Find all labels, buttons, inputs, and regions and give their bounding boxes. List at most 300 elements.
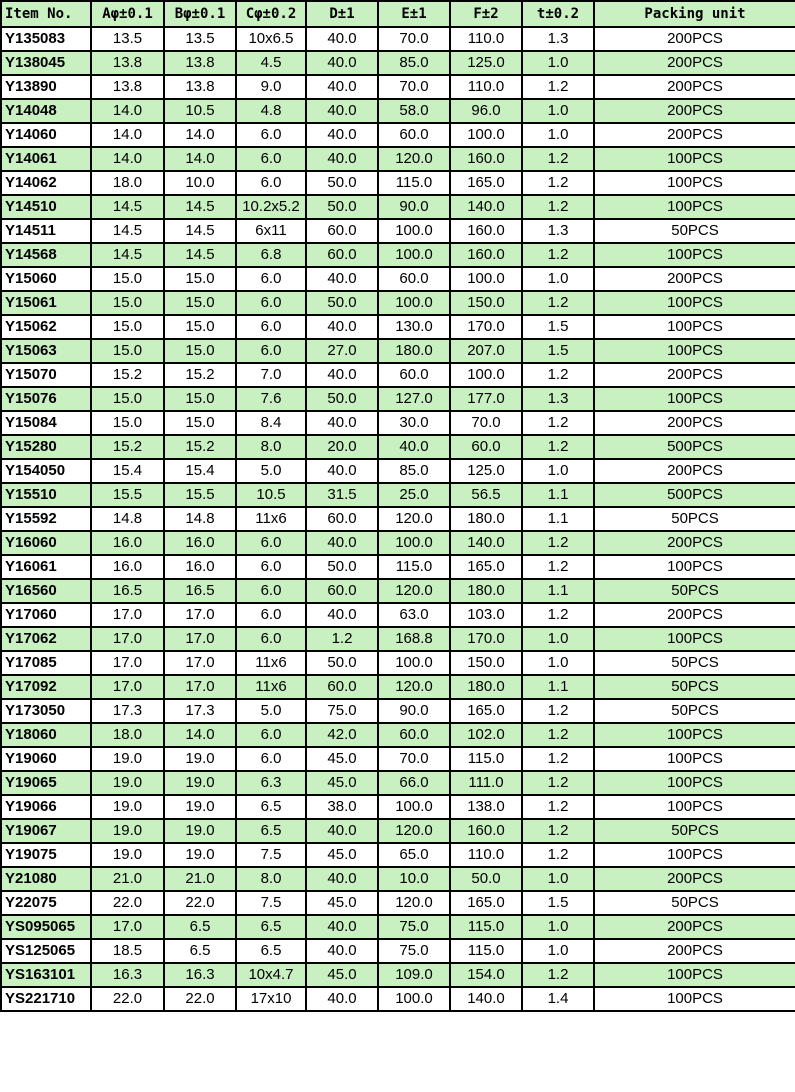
e-cell: 63.0 <box>378 603 450 627</box>
c-cell: 11x6 <box>236 675 306 699</box>
t-cell: 1.2 <box>522 195 594 219</box>
packing-unit-cell: 50PCS <box>594 675 795 699</box>
e-cell: 100.0 <box>378 987 450 1011</box>
e-cell: 109.0 <box>378 963 450 987</box>
f-cell: 125.0 <box>450 459 522 483</box>
d-cell: 60.0 <box>306 243 378 267</box>
f-cell: 140.0 <box>450 531 522 555</box>
f-cell: 165.0 <box>450 555 522 579</box>
e-cell: 40.0 <box>378 435 450 459</box>
table-row <box>1 99 795 123</box>
packing-unit-cell: 100PCS <box>594 627 795 651</box>
e-cell: 90.0 <box>378 699 450 723</box>
d-cell: 20.0 <box>306 435 378 459</box>
item-no-cell: Y14061 <box>1 147 91 171</box>
table-row <box>1 171 795 195</box>
packing-unit-cell: 50PCS <box>594 219 795 243</box>
e-cell: 25.0 <box>378 483 450 507</box>
t-cell: 1.0 <box>522 651 594 675</box>
c-cell: 6.0 <box>236 627 306 651</box>
item-no-cell: Y15061 <box>1 291 91 315</box>
e-cell: 180.0 <box>378 339 450 363</box>
b-cell: 15.0 <box>164 339 236 363</box>
b-cell: 14.5 <box>164 219 236 243</box>
e-cell: 100.0 <box>378 291 450 315</box>
c-cell: 6.0 <box>236 267 306 291</box>
item-no-cell: Y19067 <box>1 819 91 843</box>
t-cell: 1.3 <box>522 387 594 411</box>
e-cell: 60.0 <box>378 723 450 747</box>
c-cell: 6.0 <box>236 723 306 747</box>
item-no-cell: Y14510 <box>1 195 91 219</box>
f-cell: 115.0 <box>450 915 522 939</box>
c-cell: 6.0 <box>236 747 306 771</box>
c-cell: 17x10 <box>236 987 306 1011</box>
d-cell: 40.0 <box>306 411 378 435</box>
packing-unit-cell: 500PCS <box>594 483 795 507</box>
e-cell: 115.0 <box>378 555 450 579</box>
item-no-cell: Y15063 <box>1 339 91 363</box>
item-no-cell: Y15062 <box>1 315 91 339</box>
e-cell: 10.0 <box>378 867 450 891</box>
e-cell: 66.0 <box>378 771 450 795</box>
e-cell: 60.0 <box>378 267 450 291</box>
a-cell: 17.0 <box>91 603 164 627</box>
f-cell: 50.0 <box>450 867 522 891</box>
t-cell: 1.2 <box>522 555 594 579</box>
f-cell: 165.0 <box>450 171 522 195</box>
t-cell: 1.2 <box>522 771 594 795</box>
item-no-cell: Y14568 <box>1 243 91 267</box>
c-cell: 6.0 <box>236 579 306 603</box>
c-cell: 8.0 <box>236 435 306 459</box>
e-cell: 70.0 <box>378 747 450 771</box>
b-cell: 17.0 <box>164 603 236 627</box>
e-cell: 70.0 <box>378 27 450 51</box>
a-cell: 17.0 <box>91 675 164 699</box>
table-row <box>1 123 795 147</box>
t-cell: 1.2 <box>522 723 594 747</box>
item-no-cell: Y17085 <box>1 651 91 675</box>
packing-unit-cell: 100PCS <box>594 171 795 195</box>
d-cell: 40.0 <box>306 147 378 171</box>
t-cell: 1.1 <box>522 483 594 507</box>
f-cell: 177.0 <box>450 387 522 411</box>
table-row <box>1 339 795 363</box>
d-cell: 1.2 <box>306 627 378 651</box>
b-cell: 14.5 <box>164 243 236 267</box>
t-cell: 1.3 <box>522 27 594 51</box>
e-cell: 75.0 <box>378 915 450 939</box>
packing-unit-cell: 100PCS <box>594 339 795 363</box>
f-cell: 160.0 <box>450 243 522 267</box>
t-cell: 1.1 <box>522 579 594 603</box>
e-cell: 120.0 <box>378 819 450 843</box>
b-cell: 6.5 <box>164 915 236 939</box>
item-no-cell: YS095065 <box>1 915 91 939</box>
d-cell: 42.0 <box>306 723 378 747</box>
c-cell: 11x6 <box>236 651 306 675</box>
a-cell: 14.5 <box>91 219 164 243</box>
t-cell: 1.2 <box>522 747 594 771</box>
b-cell: 17.0 <box>164 651 236 675</box>
item-no-cell: Y16560 <box>1 579 91 603</box>
b-cell: 6.5 <box>164 939 236 963</box>
a-cell: 16.3 <box>91 963 164 987</box>
f-cell: 154.0 <box>450 963 522 987</box>
b-cell: 14.8 <box>164 507 236 531</box>
packing-unit-cell: 200PCS <box>594 603 795 627</box>
packing-unit-cell: 100PCS <box>594 987 795 1011</box>
d-cell: 40.0 <box>306 99 378 123</box>
b-cell: 15.0 <box>164 267 236 291</box>
table-row <box>1 771 795 795</box>
f-cell: 125.0 <box>450 51 522 75</box>
e-cell: 70.0 <box>378 75 450 99</box>
a-cell: 15.0 <box>91 339 164 363</box>
packing-unit-cell: 100PCS <box>594 723 795 747</box>
d-cell: 60.0 <box>306 675 378 699</box>
t-cell: 1.2 <box>522 531 594 555</box>
f-cell: 140.0 <box>450 987 522 1011</box>
c-cell: 6.0 <box>236 147 306 171</box>
e-cell: 100.0 <box>378 243 450 267</box>
c-cell: 6.0 <box>236 339 306 363</box>
packing-unit-cell: 200PCS <box>594 531 795 555</box>
f-cell: 56.5 <box>450 483 522 507</box>
table-row <box>1 675 795 699</box>
item-no-cell: YS221710 <box>1 987 91 1011</box>
table-row <box>1 891 795 915</box>
f-cell: 165.0 <box>450 891 522 915</box>
b-cell: 15.0 <box>164 387 236 411</box>
t-cell: 1.2 <box>522 435 594 459</box>
f-cell: 110.0 <box>450 843 522 867</box>
b-cell: 19.0 <box>164 747 236 771</box>
item-no-cell: Y19066 <box>1 795 91 819</box>
b-cell: 15.0 <box>164 291 236 315</box>
item-no-cell: YS125065 <box>1 939 91 963</box>
item-no-cell: Y13890 <box>1 75 91 99</box>
t-cell: 1.0 <box>522 867 594 891</box>
packing-unit-cell: 100PCS <box>594 291 795 315</box>
c-cell: 6.0 <box>236 291 306 315</box>
d-cell: 50.0 <box>306 387 378 411</box>
item-no-cell: Y17092 <box>1 675 91 699</box>
a-cell: 15.2 <box>91 435 164 459</box>
b-cell: 15.2 <box>164 363 236 387</box>
packing-unit-cell: 200PCS <box>594 99 795 123</box>
f-cell: 100.0 <box>450 267 522 291</box>
d-cell: 45.0 <box>306 843 378 867</box>
t-cell: 1.5 <box>522 891 594 915</box>
packing-unit-cell: 100PCS <box>594 843 795 867</box>
t-cell: 1.0 <box>522 51 594 75</box>
a-cell: 15.5 <box>91 483 164 507</box>
item-no-cell: Y135083 <box>1 27 91 51</box>
t-cell: 1.1 <box>522 675 594 699</box>
table-row <box>1 291 795 315</box>
a-cell: 19.0 <box>91 819 164 843</box>
c-cell: 6.0 <box>236 531 306 555</box>
header-b-diameter: Bφ±0.1 <box>164 1 236 27</box>
a-cell: 15.0 <box>91 315 164 339</box>
f-cell: 160.0 <box>450 147 522 171</box>
b-cell: 15.0 <box>164 315 236 339</box>
header-a-diameter: Aφ±0.1 <box>91 1 164 27</box>
c-cell: 6.0 <box>236 555 306 579</box>
b-cell: 15.2 <box>164 435 236 459</box>
packing-unit-cell: 200PCS <box>594 411 795 435</box>
e-cell: 120.0 <box>378 579 450 603</box>
b-cell: 10.5 <box>164 99 236 123</box>
c-cell: 7.5 <box>236 843 306 867</box>
c-cell: 7.5 <box>236 891 306 915</box>
f-cell: 165.0 <box>450 699 522 723</box>
a-cell: 14.8 <box>91 507 164 531</box>
table-row <box>1 411 795 435</box>
e-cell: 90.0 <box>378 195 450 219</box>
e-cell: 130.0 <box>378 315 450 339</box>
packing-unit-cell: 50PCS <box>594 507 795 531</box>
packing-unit-cell: 100PCS <box>594 963 795 987</box>
d-cell: 40.0 <box>306 819 378 843</box>
f-cell: 150.0 <box>450 291 522 315</box>
table-row <box>1 147 795 171</box>
packing-unit-cell: 50PCS <box>594 699 795 723</box>
t-cell: 1.0 <box>522 123 594 147</box>
header-item-no: Item No. <box>1 1 91 27</box>
d-cell: 45.0 <box>306 891 378 915</box>
d-cell: 75.0 <box>306 699 378 723</box>
packing-unit-cell: 100PCS <box>594 315 795 339</box>
c-cell: 6.5 <box>236 795 306 819</box>
t-cell: 1.4 <box>522 987 594 1011</box>
table-row <box>1 555 795 579</box>
f-cell: 102.0 <box>450 723 522 747</box>
table-row <box>1 51 795 75</box>
b-cell: 19.0 <box>164 819 236 843</box>
f-cell: 60.0 <box>450 435 522 459</box>
c-cell: 6.5 <box>236 819 306 843</box>
table-row <box>1 963 795 987</box>
table-row <box>1 747 795 771</box>
table-row <box>1 579 795 603</box>
item-no-cell: Y17062 <box>1 627 91 651</box>
e-cell: 85.0 <box>378 51 450 75</box>
b-cell: 13.5 <box>164 27 236 51</box>
table-row <box>1 219 795 243</box>
e-cell: 120.0 <box>378 507 450 531</box>
table-row <box>1 915 795 939</box>
d-cell: 60.0 <box>306 219 378 243</box>
item-no-cell: Y21080 <box>1 867 91 891</box>
packing-unit-cell: 200PCS <box>594 27 795 51</box>
t-cell: 1.2 <box>522 819 594 843</box>
e-cell: 100.0 <box>378 651 450 675</box>
t-cell: 1.0 <box>522 267 594 291</box>
d-cell: 45.0 <box>306 963 378 987</box>
b-cell: 13.8 <box>164 51 236 75</box>
table-row <box>1 363 795 387</box>
header-c-diameter: Cφ±0.2 <box>236 1 306 27</box>
t-cell: 1.2 <box>522 171 594 195</box>
packing-unit-cell: 200PCS <box>594 51 795 75</box>
t-cell: 1.2 <box>522 75 594 99</box>
table-row <box>1 651 795 675</box>
d-cell: 50.0 <box>306 195 378 219</box>
e-cell: 120.0 <box>378 147 450 171</box>
t-cell: 1.2 <box>522 147 594 171</box>
table-row <box>1 195 795 219</box>
d-cell: 40.0 <box>306 603 378 627</box>
f-cell: 100.0 <box>450 363 522 387</box>
item-no-cell: Y22075 <box>1 891 91 915</box>
a-cell: 15.0 <box>91 411 164 435</box>
e-cell: 58.0 <box>378 99 450 123</box>
c-cell: 7.0 <box>236 363 306 387</box>
packing-unit-cell: 100PCS <box>594 747 795 771</box>
table-row <box>1 507 795 531</box>
f-cell: 150.0 <box>450 651 522 675</box>
item-no-cell: Y14062 <box>1 171 91 195</box>
item-no-cell: Y15592 <box>1 507 91 531</box>
packing-unit-cell: 100PCS <box>594 555 795 579</box>
a-cell: 17.3 <box>91 699 164 723</box>
table-row <box>1 867 795 891</box>
c-cell: 6.0 <box>236 603 306 627</box>
a-cell: 13.5 <box>91 27 164 51</box>
packing-unit-cell: 200PCS <box>594 267 795 291</box>
f-cell: 96.0 <box>450 99 522 123</box>
table-row <box>1 699 795 723</box>
c-cell: 6.0 <box>236 171 306 195</box>
header-row <box>1 1 795 27</box>
a-cell: 18.5 <box>91 939 164 963</box>
item-no-cell: Y17060 <box>1 603 91 627</box>
a-cell: 16.0 <box>91 555 164 579</box>
b-cell: 22.0 <box>164 891 236 915</box>
e-cell: 168.8 <box>378 627 450 651</box>
e-cell: 85.0 <box>378 459 450 483</box>
a-cell: 14.5 <box>91 195 164 219</box>
item-no-cell: Y16060 <box>1 531 91 555</box>
item-no-cell: Y15076 <box>1 387 91 411</box>
b-cell: 21.0 <box>164 867 236 891</box>
a-cell: 17.0 <box>91 627 164 651</box>
d-cell: 60.0 <box>306 507 378 531</box>
b-cell: 15.4 <box>164 459 236 483</box>
table-row <box>1 627 795 651</box>
a-cell: 19.0 <box>91 747 164 771</box>
item-no-cell: Y15070 <box>1 363 91 387</box>
a-cell: 17.0 <box>91 915 164 939</box>
t-cell: 1.0 <box>522 939 594 963</box>
e-cell: 75.0 <box>378 939 450 963</box>
item-no-cell: Y19075 <box>1 843 91 867</box>
packing-unit-cell: 100PCS <box>594 243 795 267</box>
d-cell: 31.5 <box>306 483 378 507</box>
header-e: E±1 <box>378 1 450 27</box>
f-cell: 138.0 <box>450 795 522 819</box>
a-cell: 15.0 <box>91 291 164 315</box>
d-cell: 40.0 <box>306 75 378 99</box>
item-no-cell: Y15280 <box>1 435 91 459</box>
table-row <box>1 459 795 483</box>
b-cell: 10.0 <box>164 171 236 195</box>
f-cell: 170.0 <box>450 627 522 651</box>
packing-unit-cell: 50PCS <box>594 891 795 915</box>
a-cell: 13.8 <box>91 75 164 99</box>
a-cell: 19.0 <box>91 843 164 867</box>
c-cell: 5.0 <box>236 459 306 483</box>
table-row <box>1 795 795 819</box>
table-row <box>1 267 795 291</box>
d-cell: 40.0 <box>306 363 378 387</box>
packing-unit-cell: 100PCS <box>594 795 795 819</box>
d-cell: 40.0 <box>306 27 378 51</box>
f-cell: 207.0 <box>450 339 522 363</box>
table-row <box>1 939 795 963</box>
e-cell: 115.0 <box>378 171 450 195</box>
f-cell: 111.0 <box>450 771 522 795</box>
b-cell: 15.5 <box>164 483 236 507</box>
packing-unit-cell: 200PCS <box>594 915 795 939</box>
table-row <box>1 987 795 1011</box>
table-row <box>1 75 795 99</box>
d-cell: 40.0 <box>306 987 378 1011</box>
t-cell: 1.2 <box>522 843 594 867</box>
a-cell: 14.0 <box>91 147 164 171</box>
packing-unit-cell: 100PCS <box>594 147 795 171</box>
t-cell: 1.2 <box>522 603 594 627</box>
item-no-cell: Y14048 <box>1 99 91 123</box>
a-cell: 22.0 <box>91 891 164 915</box>
header-f: F±2 <box>450 1 522 27</box>
item-no-cell: YS163101 <box>1 963 91 987</box>
f-cell: 160.0 <box>450 819 522 843</box>
table-row <box>1 483 795 507</box>
item-no-cell: Y14060 <box>1 123 91 147</box>
e-cell: 100.0 <box>378 795 450 819</box>
a-cell: 16.0 <box>91 531 164 555</box>
item-no-cell: Y15084 <box>1 411 91 435</box>
d-cell: 50.0 <box>306 171 378 195</box>
packing-unit-cell: 500PCS <box>594 435 795 459</box>
t-cell: 1.0 <box>522 99 594 123</box>
e-cell: 120.0 <box>378 891 450 915</box>
d-cell: 40.0 <box>306 459 378 483</box>
d-cell: 40.0 <box>306 315 378 339</box>
a-cell: 16.5 <box>91 579 164 603</box>
table-row <box>1 819 795 843</box>
packing-unit-cell: 200PCS <box>594 75 795 99</box>
c-cell: 10.2x5.2 <box>236 195 306 219</box>
t-cell: 1.1 <box>522 507 594 531</box>
packing-unit-cell: 200PCS <box>594 459 795 483</box>
c-cell: 4.5 <box>236 51 306 75</box>
c-cell: 6.5 <box>236 939 306 963</box>
f-cell: 140.0 <box>450 195 522 219</box>
table-row <box>1 243 795 267</box>
packing-unit-cell: 50PCS <box>594 579 795 603</box>
d-cell: 50.0 <box>306 555 378 579</box>
b-cell: 22.0 <box>164 987 236 1011</box>
packing-unit-cell: 100PCS <box>594 771 795 795</box>
d-cell: 40.0 <box>306 915 378 939</box>
e-cell: 60.0 <box>378 123 450 147</box>
header-packing-unit: Packing unit <box>594 1 795 27</box>
